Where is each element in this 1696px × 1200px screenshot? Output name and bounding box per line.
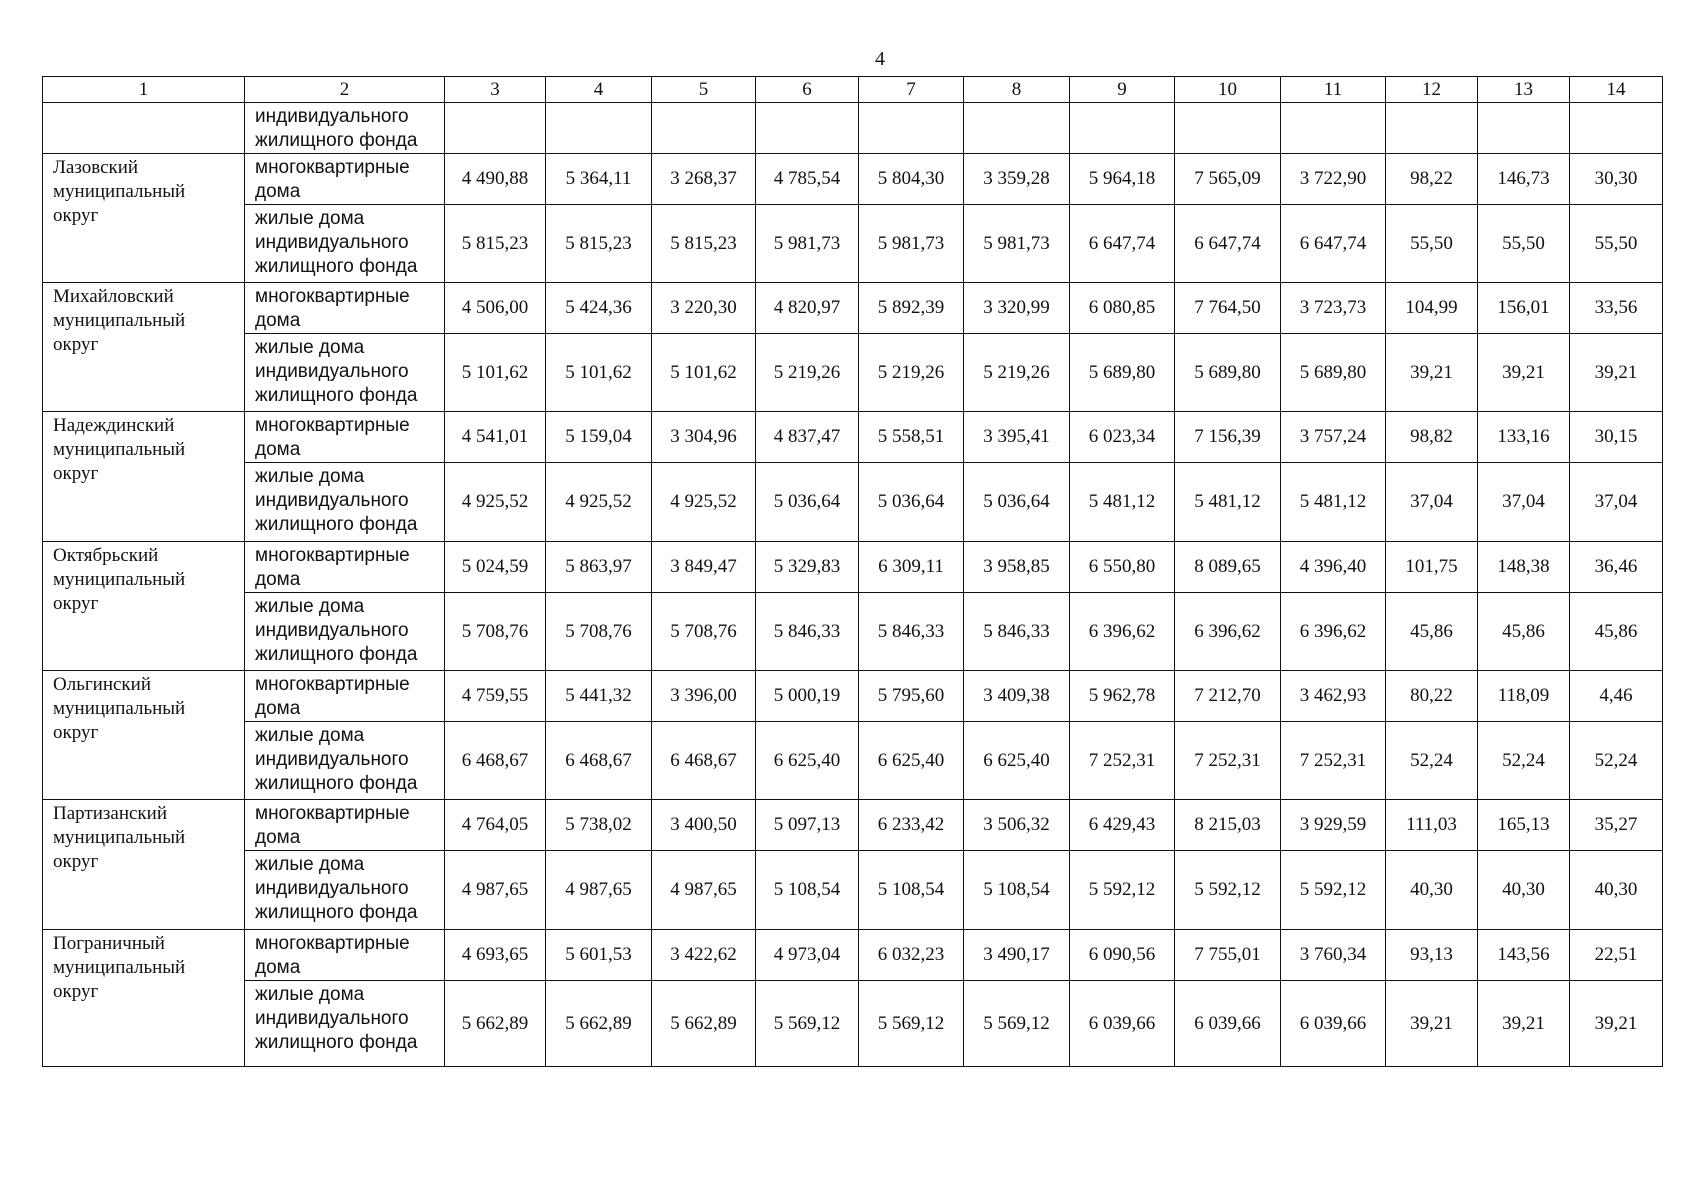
value-cell: 5 815,23 — [546, 205, 652, 283]
value-cell: 5 108,54 — [859, 851, 964, 930]
column-header-row — [43, 77, 1663, 103]
housing-type-cell — [245, 283, 445, 334]
housing-type-line: индивидуального — [255, 1008, 409, 1029]
value-cell: 5 708,76 — [652, 593, 756, 671]
value-cell: 5 892,39 — [859, 283, 964, 334]
housing-type-line: жилищного фонда — [255, 514, 418, 535]
housing-type-line: дома — [255, 698, 301, 719]
value-cell: 7 764,50 — [1175, 283, 1281, 334]
value-cell: 3 359,28 — [964, 154, 1070, 205]
table-row — [43, 103, 1663, 154]
value-cell: 98,22 — [1386, 154, 1478, 205]
housing-type-line: индивидуального — [255, 749, 409, 770]
housing-type-line: дома — [255, 310, 301, 331]
table-row — [43, 205, 1663, 283]
table-row — [43, 154, 1663, 205]
value-cell: 7 252,31 — [1070, 722, 1175, 800]
value-cell: 52,24 — [1386, 722, 1478, 800]
value-cell: 37,04 — [1478, 463, 1570, 542]
housing-type-line: дома — [255, 957, 301, 978]
value-cell: 35,27 — [1570, 800, 1663, 851]
value-cell: 5 569,12 — [964, 981, 1070, 1067]
value-cell: 5 159,04 — [546, 412, 652, 463]
tariff-table — [42, 76, 1663, 1067]
value-cell: 5 846,33 — [859, 593, 964, 671]
value-cell: 5 569,12 — [756, 981, 859, 1067]
value-cell: 45,86 — [1478, 593, 1570, 671]
value-cell: 5 000,19 — [756, 671, 859, 722]
value-cell: 3 462,93 — [1281, 671, 1386, 722]
housing-type-line: дома — [255, 181, 301, 202]
value-cell: 5 962,78 — [1070, 671, 1175, 722]
value-cell: 3 320,99 — [964, 283, 1070, 334]
housing-type-line: жилые дома — [255, 984, 365, 1005]
value-cell: 6 647,74 — [1281, 205, 1386, 283]
value-cell: 4 541,01 — [445, 412, 546, 463]
value-cell: 39,21 — [1570, 981, 1663, 1067]
value-cell: 4 759,55 — [445, 671, 546, 722]
value-cell: 5 481,12 — [1070, 463, 1175, 542]
table-row — [43, 542, 1663, 593]
housing-type-line: дома — [255, 827, 301, 848]
value-cell: 5 036,64 — [756, 463, 859, 542]
value-cell: 4 396,40 — [1281, 542, 1386, 593]
district-cell — [43, 103, 245, 154]
value-cell: 39,21 — [1570, 334, 1663, 412]
district-name-cell — [43, 800, 245, 930]
housing-type-line: индивидуального — [255, 878, 409, 899]
district-name-cell — [43, 154, 245, 283]
table-row — [43, 593, 1663, 671]
value-cell: 3 396,00 — [652, 671, 756, 722]
value-cell: 3 304,96 — [652, 412, 756, 463]
value-cell: 5 108,54 — [756, 851, 859, 930]
column-header: 5 — [652, 77, 756, 103]
housing-type-cell — [245, 722, 445, 800]
housing-type-cell — [245, 103, 445, 154]
value-cell: 5 219,26 — [756, 334, 859, 412]
value-cell: 3 400,50 — [652, 800, 756, 851]
value-cell: 111,03 — [1386, 800, 1478, 851]
value-cell: 5 689,80 — [1281, 334, 1386, 412]
value-cell: 3 849,47 — [652, 542, 756, 593]
value-cell: 4 987,65 — [652, 851, 756, 930]
district-name-line: округ — [53, 981, 99, 1002]
value-cell: 98,82 — [1386, 412, 1478, 463]
value-cell: 6 039,66 — [1070, 981, 1175, 1067]
district-name-line: муниципальный — [53, 698, 186, 719]
value-cell: 3 929,59 — [1281, 800, 1386, 851]
value-cell: 22,51 — [1570, 930, 1663, 981]
table-row — [43, 851, 1663, 930]
value-cell: 5 815,23 — [445, 205, 546, 283]
value-cell: 5 592,12 — [1281, 851, 1386, 930]
housing-type-line: жилищного фонда — [255, 902, 418, 923]
value-cell: 5 219,26 — [964, 334, 1070, 412]
housing-type-line: дома — [255, 569, 301, 590]
value-cell: 5 662,89 — [445, 981, 546, 1067]
district-name-line: муниципальный — [53, 439, 186, 460]
district-name-line: Октябрьский — [53, 545, 159, 566]
value-cell: 3 722,90 — [1281, 154, 1386, 205]
value-cell: 5 097,13 — [756, 800, 859, 851]
value-cell: 3 723,73 — [1281, 283, 1386, 334]
value-cell: 118,09 — [1478, 671, 1570, 722]
value-cell: 5 846,33 — [756, 593, 859, 671]
value-cell: 5 708,76 — [445, 593, 546, 671]
value-cell: 4 973,04 — [756, 930, 859, 981]
value-cell — [1478, 103, 1570, 154]
district-name-line: муниципальный — [53, 181, 186, 202]
housing-type-line: жилые дома — [255, 337, 365, 358]
district-name-line: округ — [53, 334, 99, 355]
value-cell: 4 820,97 — [756, 283, 859, 334]
value-cell: 55,50 — [1570, 205, 1663, 283]
value-cell: 5 441,32 — [546, 671, 652, 722]
housing-type-cell — [245, 334, 445, 412]
value-cell: 104,99 — [1386, 283, 1478, 334]
value-cell: 6 396,62 — [1281, 593, 1386, 671]
value-cell: 4 987,65 — [546, 851, 652, 930]
value-cell: 3 760,34 — [1281, 930, 1386, 981]
housing-type-cell — [245, 930, 445, 981]
value-cell: 6 647,74 — [1070, 205, 1175, 283]
value-cell: 7 156,39 — [1175, 412, 1281, 463]
value-cell: 5 662,89 — [652, 981, 756, 1067]
value-cell: 6 309,11 — [859, 542, 964, 593]
value-cell — [445, 103, 546, 154]
district-name-cell — [43, 412, 245, 542]
value-cell — [964, 103, 1070, 154]
value-cell: 6 647,74 — [1175, 205, 1281, 283]
district-name-line: Партизанский — [53, 803, 167, 824]
district-name-cell — [43, 542, 245, 671]
housing-type-line: жилищного фонда — [255, 130, 418, 151]
district-name-cell — [43, 283, 245, 412]
value-cell: 5 101,62 — [652, 334, 756, 412]
housing-type-line: жилые дома — [255, 208, 365, 229]
value-cell: 39,21 — [1478, 334, 1570, 412]
page-number: 4 — [875, 48, 885, 70]
column-header: 13 — [1478, 77, 1570, 103]
housing-type-line: жилые дома — [255, 725, 365, 746]
district-name-line: округ — [53, 722, 99, 743]
value-cell: 5 815,23 — [652, 205, 756, 283]
value-cell: 45,86 — [1386, 593, 1478, 671]
column-header: 1 — [43, 77, 245, 103]
value-cell: 6 468,67 — [445, 722, 546, 800]
value-cell: 5 592,12 — [1070, 851, 1175, 930]
value-cell: 6 080,85 — [1070, 283, 1175, 334]
value-cell: 7 755,01 — [1175, 930, 1281, 981]
value-cell — [1386, 103, 1478, 154]
column-header: 3 — [445, 77, 546, 103]
value-cell: 6 625,40 — [964, 722, 1070, 800]
value-cell: 146,73 — [1478, 154, 1570, 205]
column-header: 7 — [859, 77, 964, 103]
value-cell: 5 981,73 — [964, 205, 1070, 283]
value-cell: 3 409,38 — [964, 671, 1070, 722]
housing-type-cell — [245, 463, 445, 542]
district-name-line: округ — [53, 463, 99, 484]
value-cell: 36,46 — [1570, 542, 1663, 593]
value-cell: 4 925,52 — [652, 463, 756, 542]
housing-type-line: индивидуального — [255, 620, 409, 641]
value-cell: 3 506,32 — [964, 800, 1070, 851]
value-cell: 5 689,80 — [1070, 334, 1175, 412]
housing-type-line: жилищного фонда — [255, 773, 418, 794]
table-row — [43, 722, 1663, 800]
value-cell — [652, 103, 756, 154]
value-cell: 6 468,67 — [652, 722, 756, 800]
value-cell: 5 101,62 — [546, 334, 652, 412]
value-cell: 5 569,12 — [859, 981, 964, 1067]
value-cell: 30,30 — [1570, 154, 1663, 205]
value-cell: 6 039,66 — [1175, 981, 1281, 1067]
table-row — [43, 981, 1663, 1067]
value-cell: 6 396,62 — [1070, 593, 1175, 671]
value-cell: 5 708,76 — [546, 593, 652, 671]
value-cell: 5 036,64 — [859, 463, 964, 542]
value-cell: 5 689,80 — [1175, 334, 1281, 412]
value-cell: 8 215,03 — [1175, 800, 1281, 851]
value-cell — [1175, 103, 1281, 154]
housing-type-cell — [245, 981, 445, 1067]
value-cell: 3 490,17 — [964, 930, 1070, 981]
value-cell: 55,50 — [1386, 205, 1478, 283]
district-name-line: Пограничный — [53, 933, 165, 954]
value-cell: 5 804,30 — [859, 154, 964, 205]
value-cell: 133,16 — [1478, 412, 1570, 463]
district-name-line: округ — [53, 851, 99, 872]
value-cell: 52,24 — [1570, 722, 1663, 800]
value-cell: 4 925,52 — [546, 463, 652, 542]
value-cell: 5 101,62 — [445, 334, 546, 412]
housing-type-line: многоквартирные — [255, 415, 410, 436]
value-cell: 3 958,85 — [964, 542, 1070, 593]
value-cell: 6 625,40 — [859, 722, 964, 800]
value-cell: 6 625,40 — [756, 722, 859, 800]
value-cell: 39,21 — [1478, 981, 1570, 1067]
value-cell: 40,30 — [1386, 851, 1478, 930]
value-cell: 37,04 — [1570, 463, 1663, 542]
district-name-cell — [43, 671, 245, 800]
district-name-line: Лазовский — [53, 157, 139, 178]
housing-type-line: жилищного фонда — [255, 644, 418, 665]
table-row — [43, 283, 1663, 334]
district-name-line: муниципальный — [53, 310, 186, 331]
value-cell: 6 233,42 — [859, 800, 964, 851]
column-header: 12 — [1386, 77, 1478, 103]
table-row — [43, 800, 1663, 851]
value-cell: 5 738,02 — [546, 800, 652, 851]
value-cell: 5 036,64 — [964, 463, 1070, 542]
column-header: 9 — [1070, 77, 1175, 103]
value-cell: 33,56 — [1570, 283, 1663, 334]
value-cell: 4 764,05 — [445, 800, 546, 851]
housing-type-line: жилые дома — [255, 596, 365, 617]
column-header: 11 — [1281, 77, 1386, 103]
housing-type-line: жилые дома — [255, 854, 365, 875]
value-cell: 55,50 — [1478, 205, 1570, 283]
value-cell: 5 424,36 — [546, 283, 652, 334]
value-cell: 4 925,52 — [445, 463, 546, 542]
value-cell: 5 558,51 — [859, 412, 964, 463]
value-cell: 93,13 — [1386, 930, 1478, 981]
value-cell: 39,21 — [1386, 334, 1478, 412]
value-cell: 5 219,26 — [859, 334, 964, 412]
column-header: 2 — [245, 77, 445, 103]
value-cell: 39,21 — [1386, 981, 1478, 1067]
housing-type-cell — [245, 205, 445, 283]
value-cell: 5 108,54 — [964, 851, 1070, 930]
housing-type-cell — [245, 593, 445, 671]
value-cell: 3 395,41 — [964, 412, 1070, 463]
value-cell: 45,86 — [1570, 593, 1663, 671]
table-row — [43, 334, 1663, 412]
district-name-line: округ — [53, 593, 99, 614]
value-cell: 5 364,11 — [546, 154, 652, 205]
district-name-line: муниципальный — [53, 827, 186, 848]
district-name-line: муниципальный — [53, 569, 186, 590]
value-cell: 30,15 — [1570, 412, 1663, 463]
housing-type-cell — [245, 851, 445, 930]
table-row — [43, 412, 1663, 463]
housing-type-line: дома — [255, 439, 301, 460]
value-cell: 6 550,80 — [1070, 542, 1175, 593]
value-cell: 7 565,09 — [1175, 154, 1281, 205]
value-cell: 165,13 — [1478, 800, 1570, 851]
housing-type-line: индивидуального — [255, 106, 409, 127]
value-cell — [546, 103, 652, 154]
value-cell: 5 024,59 — [445, 542, 546, 593]
district-name-line: муниципальный — [53, 957, 186, 978]
value-cell: 7 212,70 — [1175, 671, 1281, 722]
housing-type-line: индивидуального — [255, 490, 409, 511]
value-cell: 4 693,65 — [445, 930, 546, 981]
housing-type-line: многоквартирные — [255, 545, 410, 566]
value-cell: 5 592,12 — [1175, 851, 1281, 930]
housing-type-line: жилые дома — [255, 466, 365, 487]
value-cell — [1281, 103, 1386, 154]
housing-type-cell — [245, 542, 445, 593]
table-body — [43, 77, 1663, 1067]
value-cell: 5 329,83 — [756, 542, 859, 593]
value-cell: 6 032,23 — [859, 930, 964, 981]
column-header: 6 — [756, 77, 859, 103]
value-cell: 143,56 — [1478, 930, 1570, 981]
value-cell: 37,04 — [1386, 463, 1478, 542]
district-name-line: Михайловский — [53, 286, 174, 307]
value-cell: 5 981,73 — [859, 205, 964, 283]
value-cell: 8 089,65 — [1175, 542, 1281, 593]
value-cell: 3 422,62 — [652, 930, 756, 981]
value-cell: 3 757,24 — [1281, 412, 1386, 463]
housing-type-line: жилищного фонда — [255, 1032, 418, 1053]
housing-type-line: многоквартирные — [255, 674, 410, 695]
value-cell — [1570, 103, 1663, 154]
value-cell: 7 252,31 — [1175, 722, 1281, 800]
value-cell: 5 846,33 — [964, 593, 1070, 671]
value-cell: 6 468,67 — [546, 722, 652, 800]
column-header: 8 — [964, 77, 1070, 103]
value-cell: 6 090,56 — [1070, 930, 1175, 981]
district-name-line: Ольгинский — [53, 674, 151, 695]
housing-type-cell — [245, 671, 445, 722]
value-cell: 6 039,66 — [1281, 981, 1386, 1067]
district-name-line: округ — [53, 205, 99, 226]
column-header: 14 — [1570, 77, 1663, 103]
housing-type-line: индивидуального — [255, 232, 409, 253]
housing-type-line: индивидуального — [255, 361, 409, 382]
value-cell: 3 220,30 — [652, 283, 756, 334]
value-cell: 5 863,97 — [546, 542, 652, 593]
value-cell: 4,46 — [1570, 671, 1663, 722]
housing-type-line: жилищного фонда — [255, 256, 418, 277]
value-cell: 148,38 — [1478, 542, 1570, 593]
table-row — [43, 930, 1663, 981]
value-cell: 4 987,65 — [445, 851, 546, 930]
housing-type-line: многоквартирные — [255, 286, 410, 307]
table-row — [43, 463, 1663, 542]
housing-type-line: многоквартирные — [255, 933, 410, 954]
value-cell: 40,30 — [1570, 851, 1663, 930]
value-cell: 5 795,60 — [859, 671, 964, 722]
value-cell: 5 981,73 — [756, 205, 859, 283]
value-cell: 80,22 — [1386, 671, 1478, 722]
value-cell: 6 429,43 — [1070, 800, 1175, 851]
housing-type-line: жилищного фонда — [255, 385, 418, 406]
value-cell: 6 396,62 — [1175, 593, 1281, 671]
value-cell: 156,01 — [1478, 283, 1570, 334]
value-cell: 3 268,37 — [652, 154, 756, 205]
value-cell: 5 964,18 — [1070, 154, 1175, 205]
value-cell — [1070, 103, 1175, 154]
value-cell: 5 481,12 — [1175, 463, 1281, 542]
value-cell: 4 785,54 — [756, 154, 859, 205]
value-cell: 4 506,00 — [445, 283, 546, 334]
value-cell: 5 481,12 — [1281, 463, 1386, 542]
column-header: 4 — [546, 77, 652, 103]
value-cell: 4 837,47 — [756, 412, 859, 463]
value-cell: 7 252,31 — [1281, 722, 1386, 800]
table-row — [43, 671, 1663, 722]
column-header: 10 — [1175, 77, 1281, 103]
housing-type-line: многоквартирные — [255, 803, 410, 824]
district-name-line: Надеждинский — [53, 415, 175, 436]
value-cell: 6 023,34 — [1070, 412, 1175, 463]
value-cell: 101,75 — [1386, 542, 1478, 593]
district-name-cell — [43, 930, 245, 1067]
value-cell: 5 601,53 — [546, 930, 652, 981]
housing-type-line: многоквартирные — [255, 157, 410, 178]
value-cell: 52,24 — [1478, 722, 1570, 800]
value-cell: 4 490,88 — [445, 154, 546, 205]
housing-type-cell — [245, 154, 445, 205]
housing-type-cell — [245, 412, 445, 463]
value-cell — [859, 103, 964, 154]
housing-type-cell — [245, 800, 445, 851]
value-cell: 5 662,89 — [546, 981, 652, 1067]
value-cell: 40,30 — [1478, 851, 1570, 930]
value-cell — [756, 103, 859, 154]
